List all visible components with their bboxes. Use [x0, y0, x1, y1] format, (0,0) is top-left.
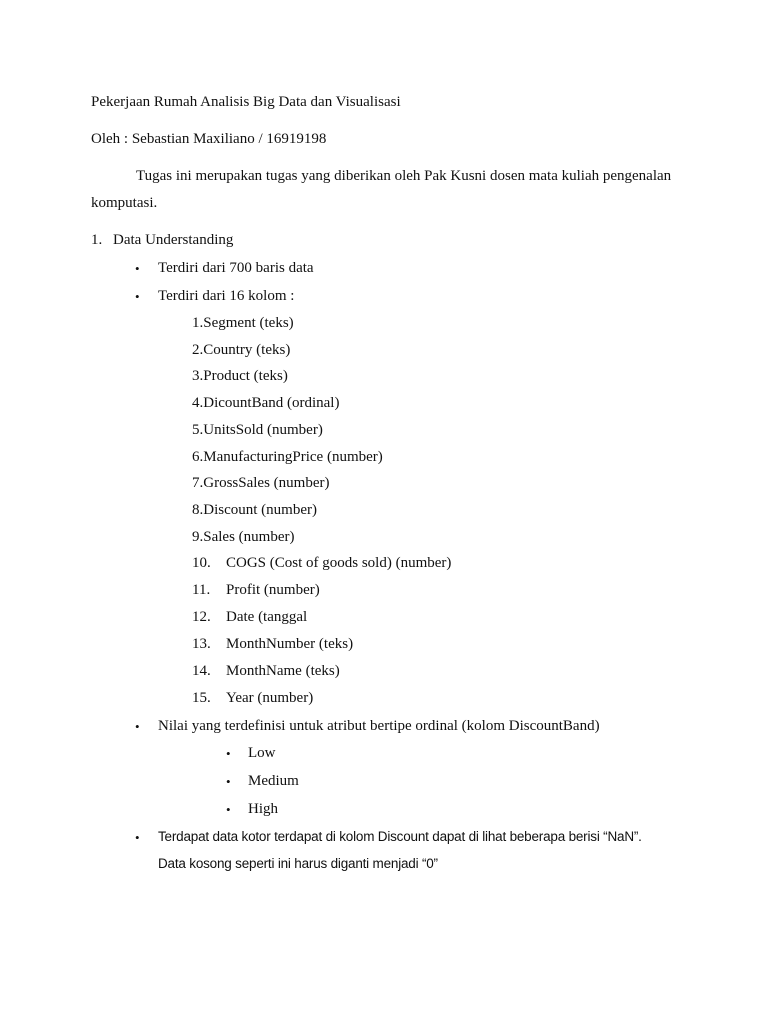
intro-paragraph-line-2: komputasi. [91, 195, 158, 211]
bullet-dirty-data-line-1: Terdapat data kotor terdapat di kolom Discount dapat di lihat beberapa berisi “NaN”. [158, 829, 642, 844]
sub-bullet-marker: • [226, 802, 231, 817]
ordinal-value-item: High [248, 801, 278, 817]
bullet-marker: • [135, 261, 140, 276]
column-list-item: 9.Sales (number) [192, 529, 295, 545]
column-list-item: 6.ManufacturingPrice (number) [192, 449, 383, 465]
column-list-number: 10. [192, 555, 211, 571]
bullet-dirty-data-line-2: Data kosong seperti ini harus diganti menjadi “0” [158, 856, 438, 871]
column-list-number: 12. [192, 609, 211, 625]
column-list-number: 13. [192, 636, 211, 652]
column-list-number: 11. [192, 582, 211, 598]
section-number: 1. [91, 232, 103, 248]
column-list-item: 2.Country (teks) [192, 342, 291, 358]
sub-bullet-marker: • [226, 746, 231, 761]
column-list-number: 15. [192, 690, 211, 706]
column-list-item: Year (number) [226, 690, 314, 706]
column-list-item: 3.Product (teks) [192, 368, 288, 384]
author-line: Oleh : Sebastian Maxiliano / 16919198 [91, 131, 327, 147]
column-list-item: 4.DicountBand (ordinal) [192, 395, 340, 411]
document-title: Pekerjaan Rumah Analisis Big Data dan Visualisasi [91, 94, 401, 110]
column-list-number: 14. [192, 663, 211, 679]
bullet-row-count: Terdiri dari 700 baris data [158, 260, 314, 276]
bullet-ordinal-values: Nilai yang terdefinisi untuk atribut bertipe ordinal (kolom DiscountBand) [158, 718, 600, 734]
sub-bullet-marker: • [226, 774, 231, 789]
column-list-item: 5.UnitsSold (number) [192, 422, 323, 438]
ordinal-value-item: Medium [248, 773, 299, 789]
ordinal-value-item: Low [248, 745, 276, 761]
column-list-item: MonthName (teks) [226, 663, 340, 679]
column-list-item: MonthNumber (teks) [226, 636, 354, 652]
column-list-item: 1.Segment (teks) [192, 315, 294, 331]
column-list-item: Profit (number) [226, 582, 320, 598]
bullet-marker: • [135, 830, 140, 845]
intro-paragraph-line-1: Tugas ini merupakan tugas yang diberikan oleh Pak Kusni dosen mata kuliah pengenalan [136, 168, 672, 184]
bullet-column-count: Terdiri dari 16 kolom : [158, 288, 295, 304]
bullet-marker: • [135, 289, 140, 304]
column-list-item: Date (tanggal [226, 609, 308, 625]
column-list-item: COGS (Cost of goods sold) (number) [226, 555, 452, 571]
bullet-marker: • [135, 719, 140, 734]
section-heading: Data Understanding [113, 232, 234, 248]
column-list-item: 7.GrossSales (number) [192, 475, 330, 491]
column-list-item: 8.Discount (number) [192, 502, 317, 518]
